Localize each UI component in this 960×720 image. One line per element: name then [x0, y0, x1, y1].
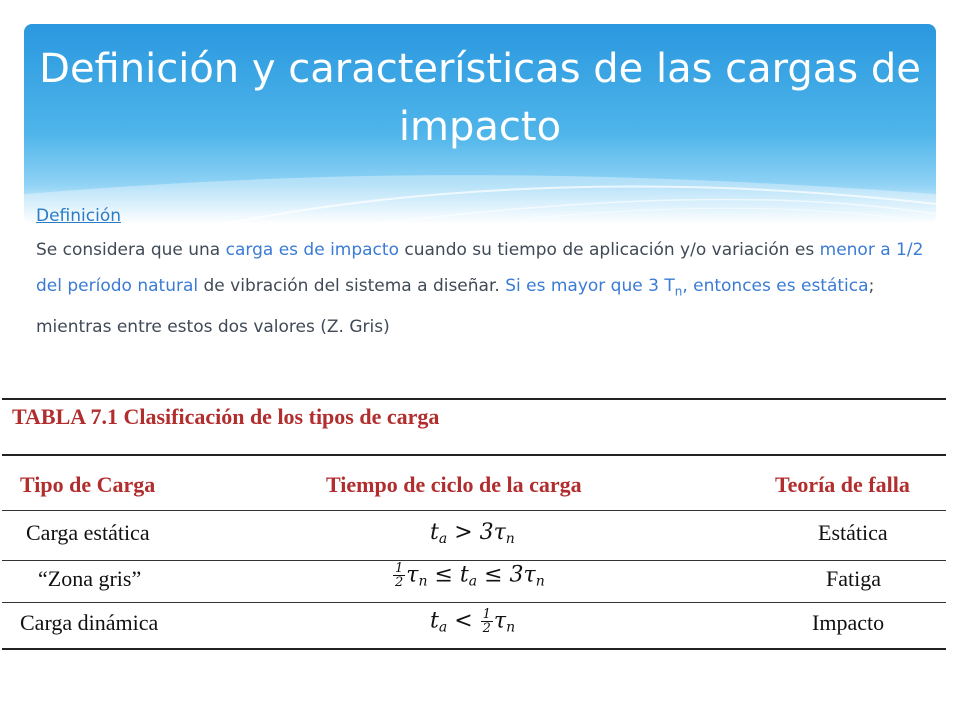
highlight-sub: n — [674, 284, 683, 299]
row-type-cell: “Zona gris” — [38, 566, 142, 591]
definition-link[interactable]: Definición — [36, 206, 121, 226]
row-theory-cell: Estática — [818, 520, 888, 545]
formula-dynamic: $t_a$ < $\frac{1}{2}$ $\tau_n$ — [430, 607, 516, 636]
formula-gray-zone: $\frac{1}{2}$ $\tau_n \le t_a \le 3\tau_n$ — [395, 561, 545, 590]
highlight-period: menor a 1/2 del período natural — [36, 240, 924, 296]
row-type-cell: Carga estática — [26, 520, 150, 545]
row-rule — [2, 602, 946, 603]
header-top-rule — [2, 454, 946, 456]
highlight-impact: carga es de impacto — [225, 240, 399, 260]
text-3: de vibración del sistema a diseñar. — [198, 276, 506, 296]
table-bottom-rule — [2, 648, 946, 650]
slide-title: Definición y características de las cargas de impacto — [39, 46, 921, 150]
load-classification-table — [0, 390, 960, 660]
highlight-static-b: , entonces es estática — [682, 276, 869, 296]
table-top-rule — [2, 398, 946, 400]
formula-static: $t_a > 3\tau_n$ — [430, 520, 515, 547]
text-4: ; mientras entre estos dos valores (Z. Gris) — [36, 276, 875, 338]
table-title: TABLA 7.1 Clasificación de los tipos de carga — [12, 404, 440, 429]
definition-section — [36, 200, 926, 345]
row-theory-cell: Impacto — [812, 610, 885, 635]
definition-paragraph — [36, 232, 926, 345]
header-load-type: Tipo de Carga — [20, 472, 156, 497]
header-cycle-time: Tiempo de ciclo de la carga — [326, 472, 582, 497]
row-rule — [2, 560, 946, 561]
row-type-cell: Carga dinámica — [20, 610, 159, 635]
highlight-static-a: Si es mayor que 3 T — [505, 276, 675, 296]
text-2: cuando su tiempo de aplicación y/o variación es — [398, 240, 820, 260]
text-1: Se considera que una — [36, 240, 226, 260]
header-bottom-rule — [2, 510, 946, 511]
row-theory-cell: Fatiga — [826, 566, 881, 591]
header-failure-theory: Teoría de falla — [775, 472, 910, 497]
